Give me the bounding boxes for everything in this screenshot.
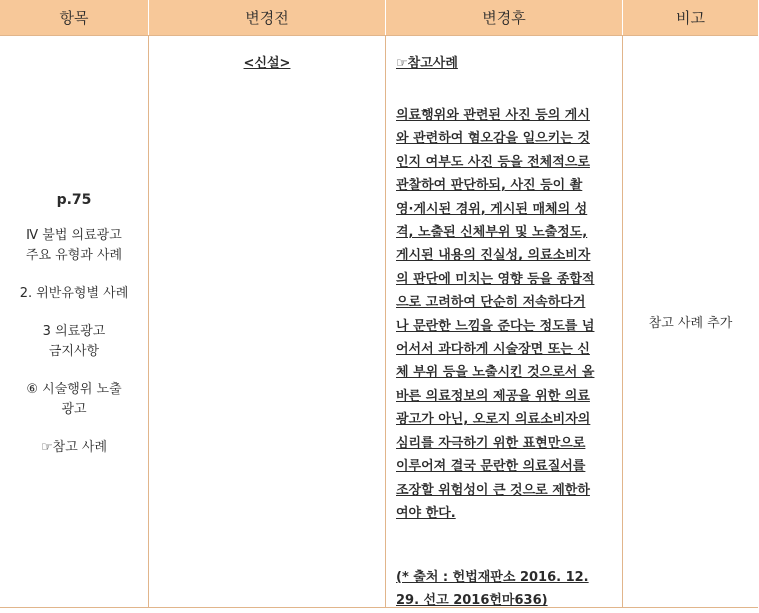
source-line: (* 출처 : 헌법재판소 2016. 12. (396, 570, 589, 585)
after-cell (386, 36, 622, 607)
header-after: 변경후 (386, 0, 622, 35)
new-label: <신설> (243, 56, 291, 71)
body-line: 격, 노출된 신체부위 및 노출정도, (396, 225, 588, 241)
body-line: 의 판단에 미치는 영향 등을 종합적 (396, 271, 595, 287)
body-line: 나 문란한 느낌을 준다는 정도를 넘 (396, 318, 595, 334)
topic-title (43, 322, 106, 362)
body-line: 으로 고려하여 단순히 저속하다거 (396, 295, 586, 311)
case-line: 광고 (61, 401, 87, 417)
case-line: ⑥ 시술행위 노출 (26, 381, 122, 397)
body-line: 와 관련하여 혐오감을 일으키는 것 (396, 131, 590, 147)
topic-line: 3 의료광고 (42, 323, 106, 339)
body-line: 관찰하여 판단하되, 사진 등이 촬 (396, 178, 583, 194)
header-before: 변경전 (149, 0, 385, 35)
body-line: 영·게시된 경위, 게시된 매체의 성 (396, 201, 588, 217)
body-line: 인지 여부도 사진 등을 전체적으로 (396, 154, 590, 170)
header-item: 항목 (0, 0, 148, 35)
header-note: 비고 (623, 0, 758, 35)
item-cell (0, 36, 148, 607)
body-line: 바른 의료정보의 제공을 위한 의료 (396, 388, 590, 404)
section-line: 주요 유형과 사례 (25, 247, 123, 263)
after-body-text (396, 104, 614, 525)
source-citation (396, 566, 614, 613)
body-line: 조장할 위험성이 큰 것으로 제한하 (396, 482, 590, 498)
body-line: 체 부위 등을 노출시킨 것으로서 올 (396, 365, 595, 381)
reference-label: ☞참고 사례 (40, 439, 108, 455)
body-line: 심리를 자극하기 위한 표현만으로 (396, 435, 586, 451)
case-title (26, 380, 121, 420)
note-text: 참고 사례 추가 (648, 316, 733, 331)
body-line: 여야 한다. (396, 505, 456, 521)
before-cell (149, 36, 385, 607)
body-line: 광고가 아닌, 오로지 의료소비자의 (396, 412, 591, 428)
section-title (26, 226, 122, 266)
topic-line: 금지사항 (48, 343, 100, 359)
note-cell (623, 36, 758, 607)
page-number: p.75 (56, 191, 92, 208)
table-bottom-border (0, 607, 758, 608)
body-line: 의료행위와 관련된 사진 등의 게시 (396, 108, 590, 123)
source-line: 29. 선고 2016헌마636) (396, 593, 548, 609)
body-line: 게시된 내용의 진실성, 의료소비자 (396, 248, 591, 264)
reference-title: ☞참고사례 (396, 56, 458, 71)
body-line: 이루어져 결국 문란한 의료질서를 (396, 459, 586, 475)
section-line: Ⅳ 불법 의료광고 (26, 227, 122, 243)
body-line: 어서서 과다하게 시술장면 또는 신 (396, 342, 590, 358)
subsection-title: 2. 위반유형별 사례 (19, 285, 129, 301)
